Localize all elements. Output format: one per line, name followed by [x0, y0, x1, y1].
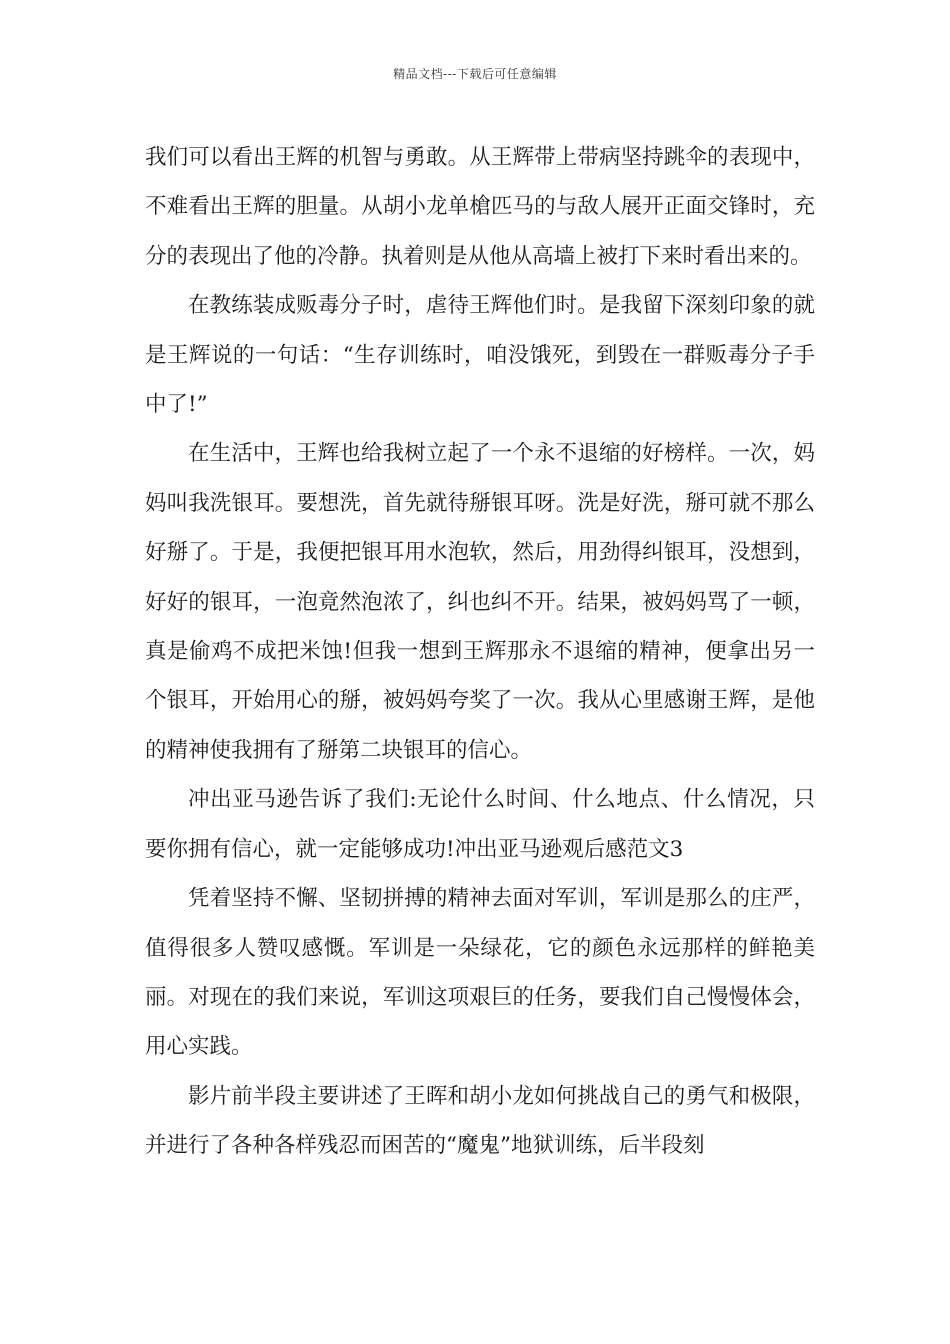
paragraph-6: 影片前半段主要讲述了王晖和胡小龙如何挑战自己的勇气和极限，并进行了各种各样残忍而困苦的“魔鬼”地狱训练，后半段刻	[145, 1083, 815, 1159]
paragraph-3: 在生活中，王辉也给我树立起了一个永不退缩的好榜样。一次，妈妈叫我洗银耳。要想洗，首先就待掰银耳呀。洗是好洗，掰可就不那么好掰了。于是，我便把银耳用水泡软，然后，用劲得纠银耳，没想到，好好的银耳，一泡竟然泡浓了，纠也纠不开。结果，被妈妈骂了一顿，真是偷鸡不成把米蚀!但我一想到王辉那永不退缩的精神，便拿出另一个银耳，开始用心的掰，被妈妈夸奖了一次。我从心里感谢王辉，是他的精神使我拥有了掰第二块银耳的信心。	[145, 441, 815, 763]
paragraph-1: 我们可以看出王辉的机智与勇敢。从王辉带上带病坚持跳伞的表现中，不难看出王辉的胆量。从胡小龙单槍匹马的与敌人展开正面交锋时，充分的表现出了他的冷静。执着则是从他从高墙上被打下来时看出来的。	[145, 145, 815, 269]
paragraph-5: 凭着坚持不懈、坚韧拼搏的精神去面对军训，军训是那么的庄严，值得很多人赞叹感慨。军训是一朵绿花，它的颜色永远那样的鲜艳美丽。对现在的我们来说，军训这项艰巨的任务，要我们自己慢慢体会，用心实践。	[145, 886, 815, 1060]
paragraph-2: 在教练装成贩毒分子时，虐待王辉他们时。是我留下深刻印象的就是王辉说的一句话：“生存训练时，咱没饿死，到毁在一群贩毒分子手中了!”	[145, 293, 815, 418]
document-body	[145, 133, 815, 1171]
page-header: 精品文档---下载后可任意编辑	[393, 67, 557, 81]
paragraph-4: 冲出亚马逊告诉了我们:无论什么时间、什么地点、什么情况，只要你拥有信心，就一定能够成功!冲出亚马逊观后感范文3	[145, 787, 815, 862]
